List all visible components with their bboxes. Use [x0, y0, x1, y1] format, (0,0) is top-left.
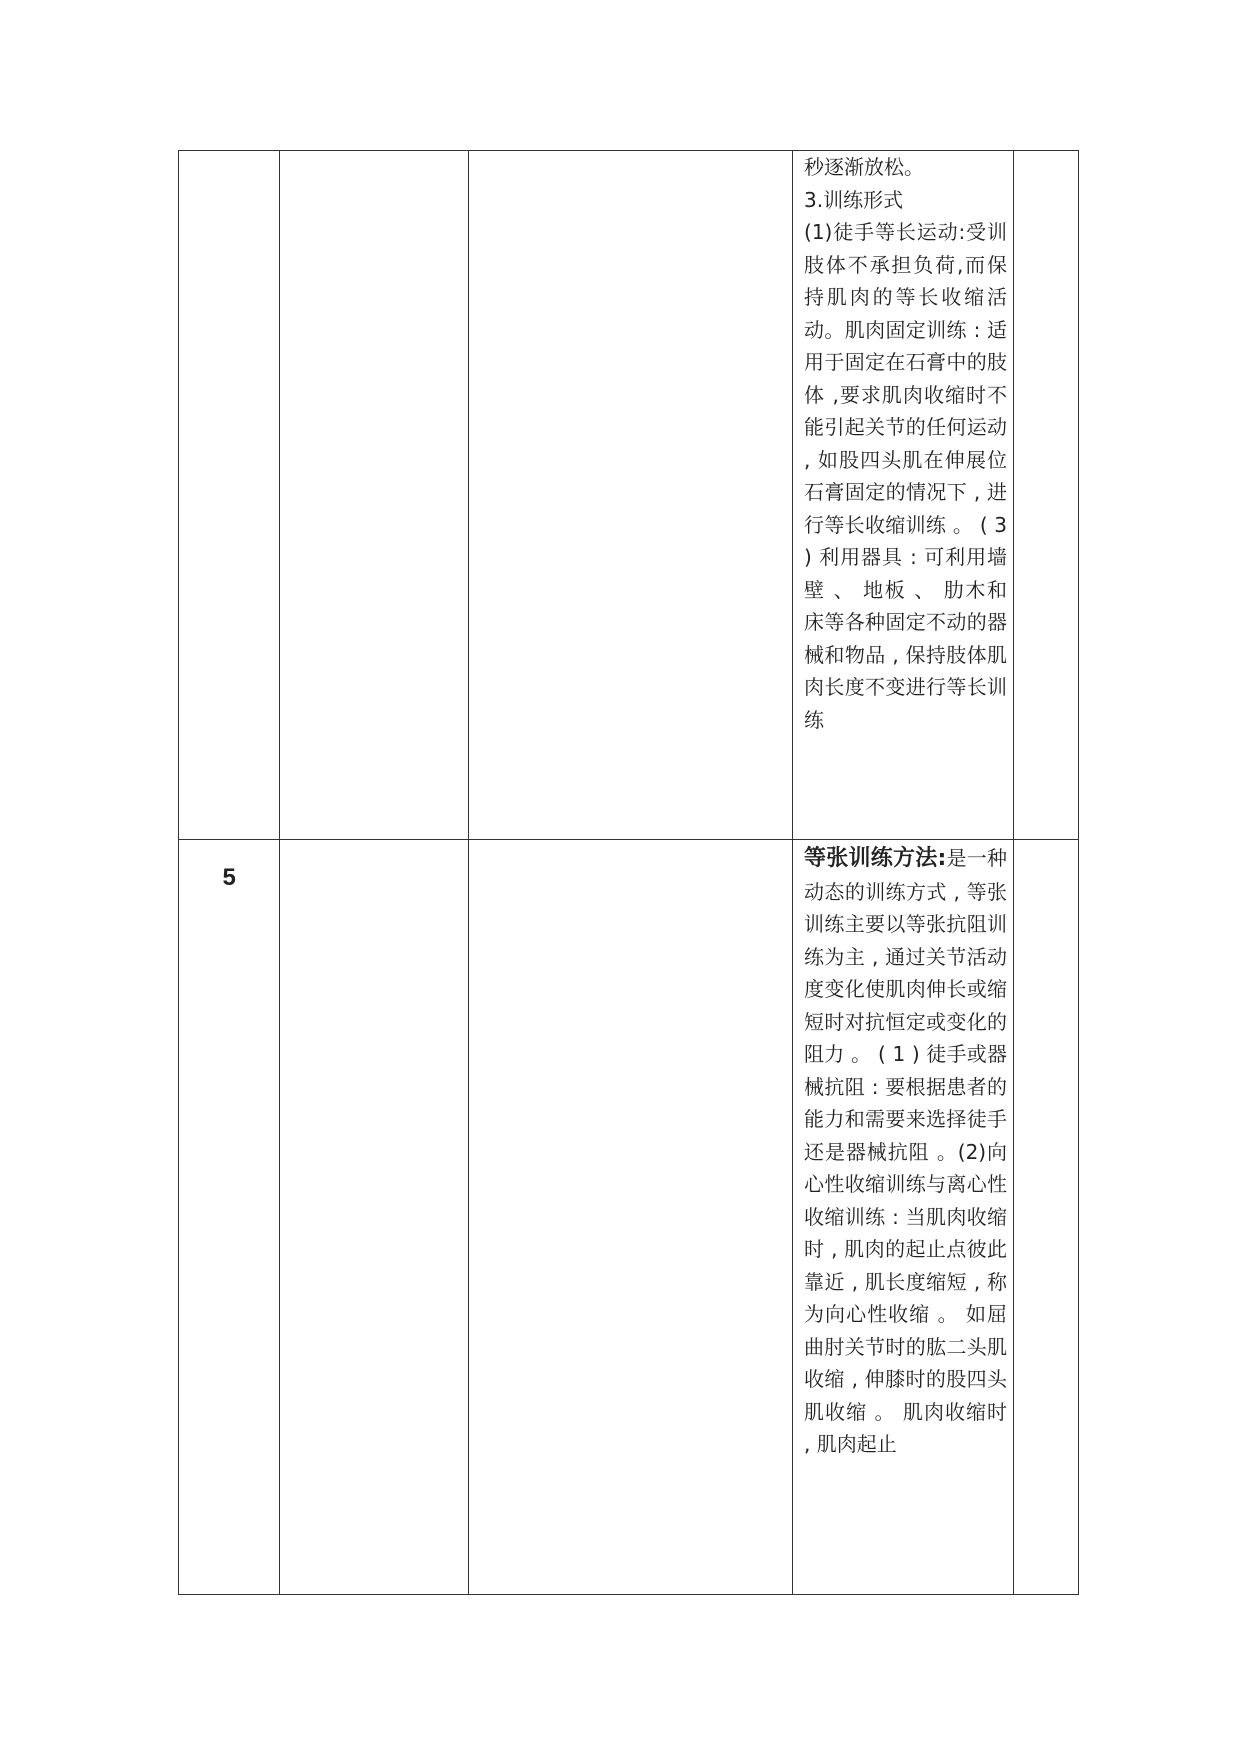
empty-cell: [468, 151, 792, 840]
row-number: 5: [222, 864, 236, 891]
table-row: [179, 840, 1079, 1595]
empty-cell: [280, 840, 469, 1595]
content-text: [804, 842, 1007, 1461]
content-table: [178, 150, 1079, 1595]
text-paragraph: 是一种动态的训练方式 , 等张训练主要以等张抗阻训练为主 , 通过关节活动度变化使肌肉伸长或缩短时对抗恒定或变化的阻力 。 ( 1 ) 徒手或器械抗阻 : 要根据患者的能力和需要来选择徒手还是器械抗阻 。(2)向心性收缩训练与离心性收缩训练 : 当肌肉收缩时 , 肌肉的起止点彼此靠近 , 肌长度缩短 , 称为向心性收缩 。 如屈曲肘关节时的肱二头肌收缩 , 伸膝时的股四头肌收缩 。 肌肉收缩时 , 肌肉起止: [804, 846, 1008, 1456]
empty-cell: [280, 151, 469, 840]
table-row: [179, 151, 1079, 840]
text-paragraph: (1)徒手等长运动:受训肢体不承担负荷,而保持肌肉的等长收缩活动。肌肉固定训练 : 适用于固定在石膏中的肢体 ,要求肌肉收缩时不能引起关节的任何运动 , 如股四头肌在伸展位石膏固定的情况下 , 进行等长收缩训练 。 ( 3 ) 利用器具 : 可利用墙壁 、 地板 、 肋木和床等各种固定不动的器械和物品 , 保持肢体肌肉长度不变进行等长训练: [804, 220, 1008, 732]
empty-cell: [468, 840, 792, 1595]
index-cell: [179, 840, 280, 1595]
section-heading: 3.训练形式: [804, 187, 904, 212]
empty-cell: [1013, 840, 1078, 1595]
index-cell: [179, 151, 280, 840]
content-cell: [793, 151, 1014, 840]
bold-lead-title: 等张训练方法:: [804, 846, 947, 871]
content-cell: [793, 840, 1014, 1595]
text-line: 秒逐渐放松。: [804, 155, 925, 179]
empty-cell: [1013, 151, 1078, 840]
content-text: [804, 151, 1007, 736]
